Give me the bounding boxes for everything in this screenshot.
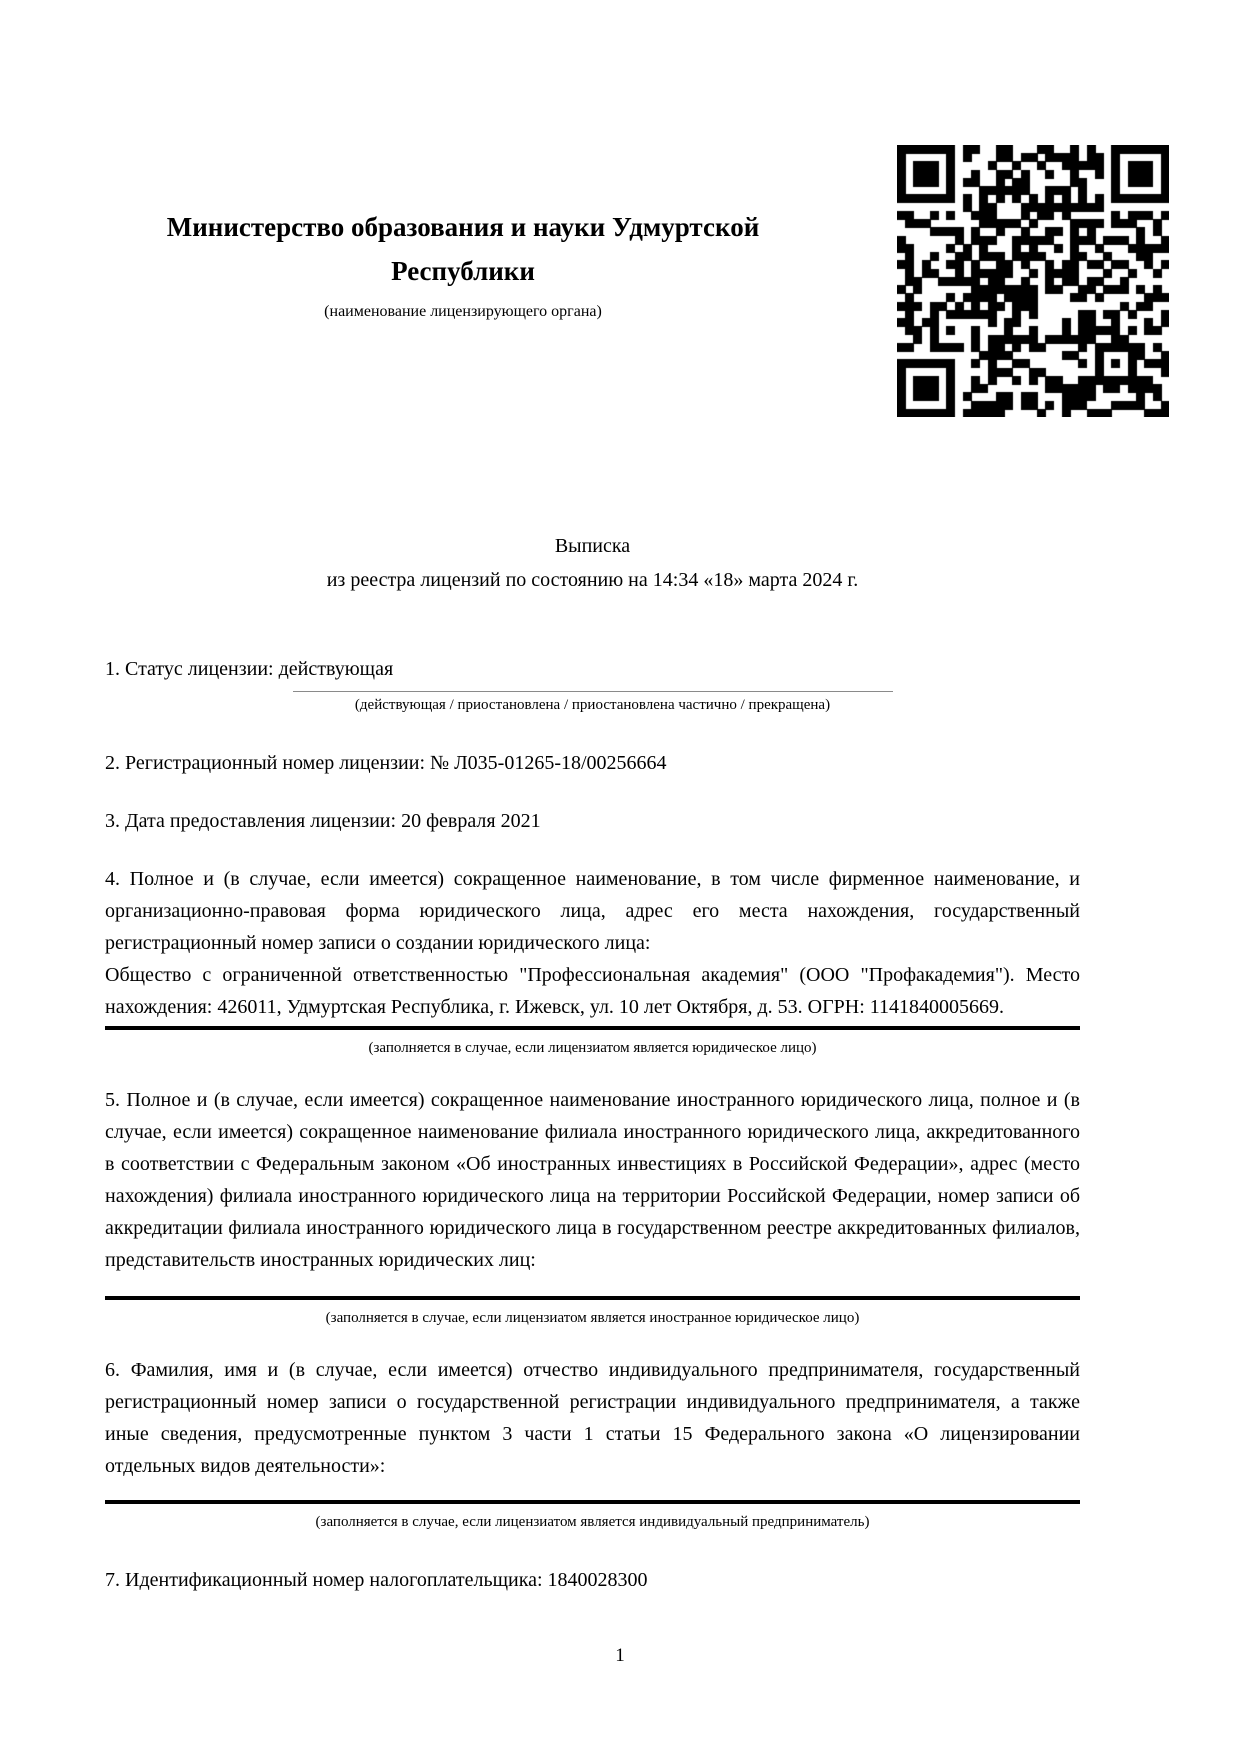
document-title-line1: Выписка <box>554 535 631 557</box>
issuing-authority-title: Министерство образования и науки Удмуртской Республики <box>166 212 760 286</box>
taxpayer-id-line: 7. Идентификационный номер налогоплательщика: 1840028300 <box>105 1569 648 1591</box>
legal-entity-value: Общество с ограниченной ответственностью "Профессиональная академия" (ООО "Профакадемия"). Место нахождения: 426011, Удмуртская Республика, г. Ижевск, ул. 10 лет Октября, д. 53. ОГРН: 1141840005669. <box>105 964 1080 1018</box>
issuing-authority-caption: (наименование лицензирующего органа) <box>324 303 602 320</box>
entrepreneur-caption: (заполняется в случае, если лицензиатом является индивидуальный предприниматель) <box>315 1514 870 1530</box>
document-title <box>105 529 1080 597</box>
legal-entity-fill-rule <box>105 1026 1080 1030</box>
foreign-entity-text: 5. Полное и (в случае, если имеется) сокращенное наименование иностранного юридического лица, полное и (в случае, если имеется) сокращенное наименование филиала иностранного юридического лица, аккредитованного в соответствии с Федеральным законом «Об иностранных инвестициях в Российской Федерации», адрес (место нахождения) филиала иностранного юридического лица на территории Российской Федерации, номер записи об аккредитации филиала иностранного юридического лица в государственном реестре аккредитованных филиалов, представительств иностранных юридических лиц: <box>105 1089 1080 1271</box>
document-title-line2: из реестра лицензий по состоянию на 14:34 «18» марта 2024 г. <box>326 569 859 591</box>
license-status-line: 1. Статус лицензии: действующая <box>105 658 394 680</box>
foreign-entity-caption: (заполняется в случае, если лицензиатом является иностранное юридическое лицо) <box>325 1310 860 1326</box>
page-number: 1 <box>615 1645 625 1666</box>
entrepreneur-fill-rule <box>105 1500 1080 1504</box>
entrepreneur-text: 6. Фамилия, имя и (в случае, если имеется) отчество индивидуального предпринимателя, государственный регистрационный номер записи о государственной регистрации индивидуального предпринимателя, а также иные сведения, предусмотренные пунктом 3 части 1 статьи 15 Федерального закона «О лицензировании отдельных видов деятельности»: <box>105 1359 1080 1477</box>
foreign-entity-fill-rule <box>105 1296 1080 1300</box>
license-status-caption: (действующая / приостановлена / приостановлена частично / прекращена) <box>293 691 893 715</box>
legal-entity-caption: (заполняется в случае, если лицензиатом является юридическое лицо) <box>368 1040 817 1056</box>
legal-entity-intro: 4. Полное и (в случае, если имеется) сокращенное наименование, в том числе фирменное наименование, и организационно-правовая форма юридического лица, адрес его места нахождения, государственный регистрационный номер записи о создании юридического лица: <box>105 868 1080 954</box>
grant-date-line: 3. Дата предоставления лицензии: 20 февраля 2021 <box>105 810 541 832</box>
registration-number-line: 2. Регистрационный номер лицензии: № Л035-01265-18/00256664 <box>105 752 667 774</box>
qr-code-icon <box>897 145 1169 417</box>
